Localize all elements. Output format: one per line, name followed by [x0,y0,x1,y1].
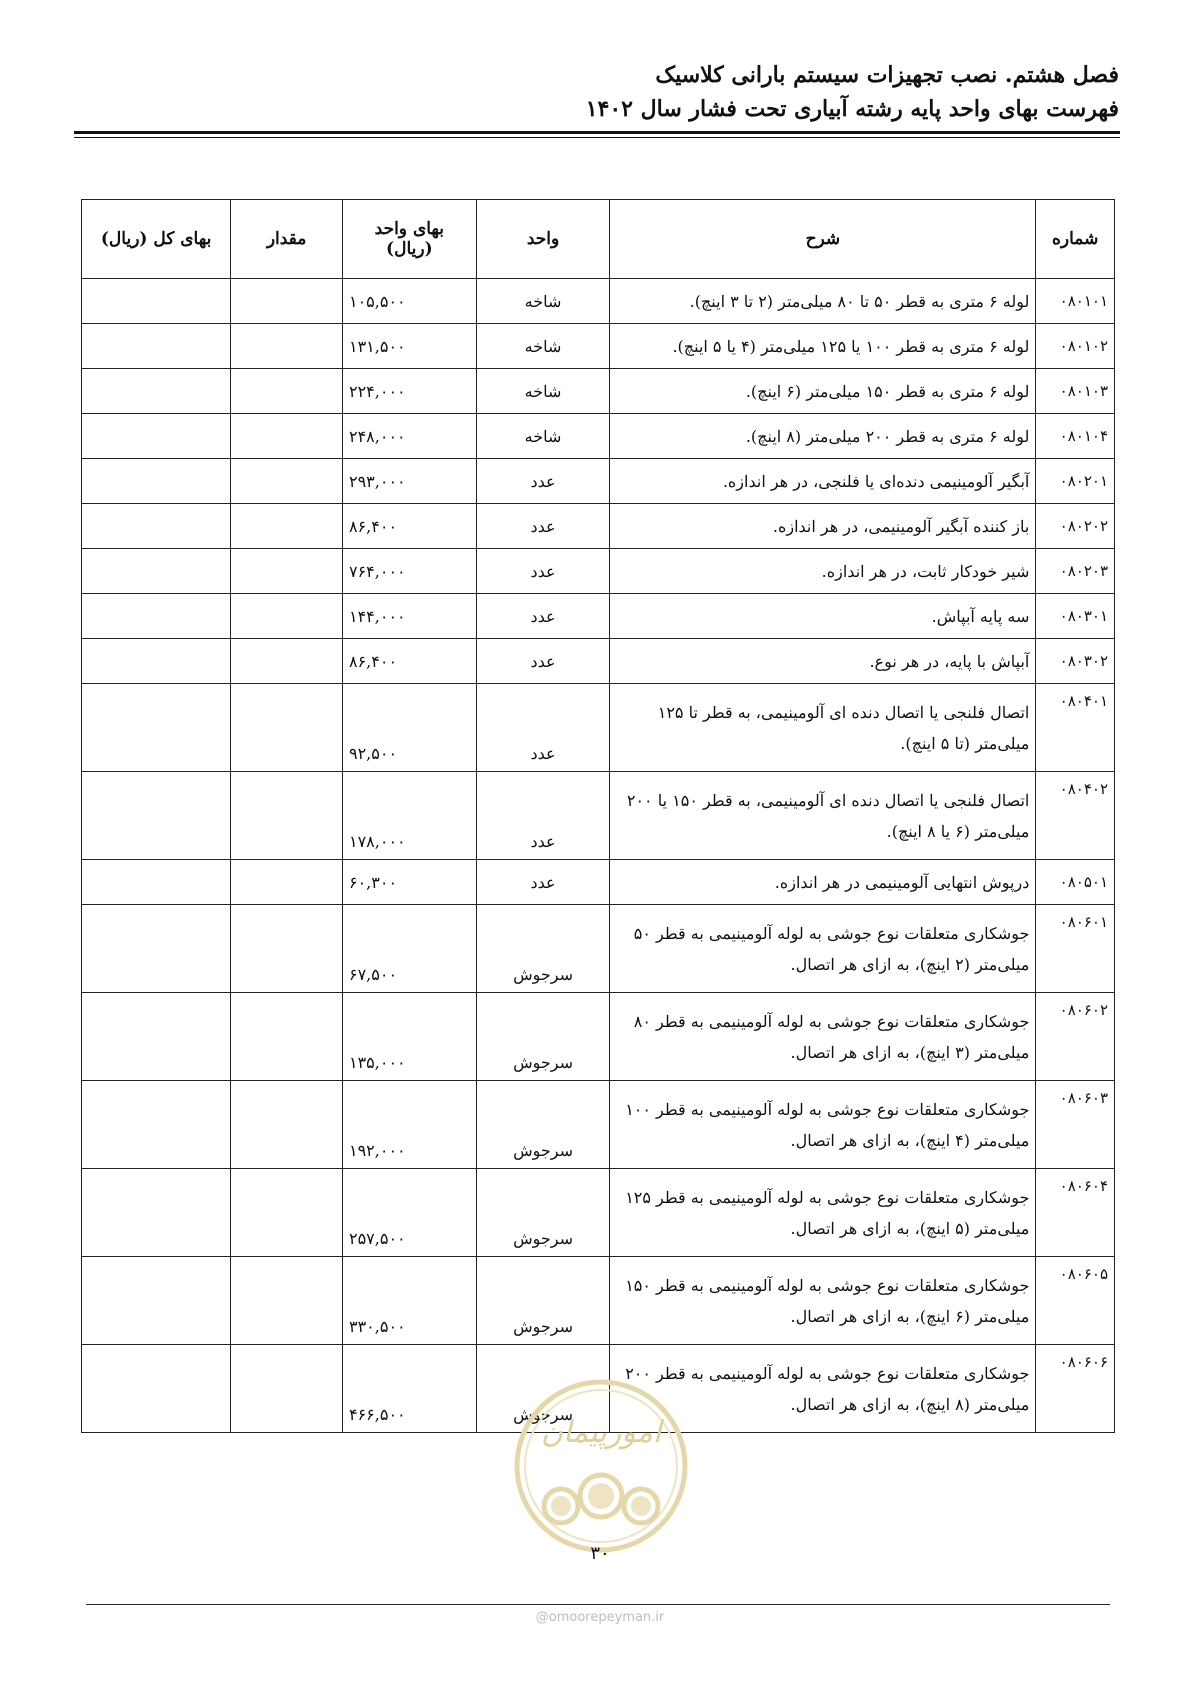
item-description: اتصال فلنجی یا اتصال دنده ای آلومینیمی، به قطر تا ۱۲۵ میلی‌متر (تا ۵ اینچ). [610,684,1036,772]
item-unit: عدد [476,549,610,594]
item-total-price [82,1257,231,1345]
item-code: ۰۸۰۱۰۴ [1036,414,1115,459]
item-quantity [231,1081,343,1169]
item-unit: شاخه [476,324,610,369]
item-code: ۰۸۰۱۰۲ [1036,324,1115,369]
item-unit: شاخه [476,369,610,414]
item-unit: عدد [476,594,610,639]
table-row [82,860,1115,905]
item-total-price [82,504,231,549]
item-quantity [231,324,343,369]
item-description: جوشکاری متعلقات نوع جوشی به لوله آلومینیمی به قطر ۱۲۵ میلی‌متر (۵ اینچ)، به ازای هر اتصال. [610,1169,1036,1257]
item-total-price [82,905,231,993]
header-unit-price-label: بهای واحد [374,219,444,239]
item-description: آبگیر آلومینیمی دنده‌ای یا فلنجی، در هر اندازه. [610,459,1036,504]
item-code: ۰۸۰۴۰۲ [1036,772,1115,860]
item-total-price [82,459,231,504]
table-row [82,905,1115,993]
table-row [82,594,1115,639]
table-row [82,369,1115,414]
item-total-price [82,684,231,772]
table-row [82,993,1115,1081]
item-total-price [82,414,231,459]
item-unit: عدد [476,459,610,504]
item-unit: شاخه [476,279,610,324]
table-row [82,684,1115,772]
item-unit: سرجوش [476,1169,610,1257]
item-unit-price: ۲۴۸,۰۰۰ [342,414,476,459]
item-total-price [82,993,231,1081]
item-unit-price: ۲۹۳,۰۰۰ [342,459,476,504]
item-total-price [82,1169,231,1257]
item-description: سه پایه آبپاش. [610,594,1036,639]
table-row [82,504,1115,549]
item-unit-price: ۶۷,۵۰۰ [342,905,476,993]
item-quantity [231,993,343,1081]
item-total-price [82,1345,231,1433]
table-header-row [82,200,1115,279]
document-title: فهرست بهای واحد پایه رشته آبیاری تحت فشار سال ۱۴۰۲ [585,96,1119,122]
item-quantity [231,549,343,594]
item-code: ۰۸۰۶۰۶ [1036,1345,1115,1433]
item-code: ۰۸۰۶۰۱ [1036,905,1115,993]
item-total-price [82,1081,231,1169]
item-description: اتصال فلنجی یا اتصال دنده ای آلومینیمی، به قطر ۱۵۰ یا ۲۰۰ میلی‌متر (۶ یا ۸ اینچ). [610,772,1036,860]
item-total-price [82,279,231,324]
item-description: درپوش انتهایی آلومینیمی در هر اندازه. [610,860,1036,905]
item-description: جوشکاری متعلقات نوع جوشی به لوله آلومینیمی به قطر ۲۰۰ میلی‌متر (۸ اینچ)، به ازای هر اتصال. [610,1345,1036,1433]
item-unit: عدد [476,860,610,905]
item-code: ۰۸۰۴۰۱ [1036,684,1115,772]
page-header [69,58,1119,126]
item-quantity [231,1345,343,1433]
item-code: ۰۸۰۶۰۴ [1036,1169,1115,1257]
item-quantity [231,860,343,905]
item-description: جوشکاری متعلقات نوع جوشی به لوله آلومینیمی به قطر ۸۰ میلی‌متر (۳ اینچ)، به ازای هر اتصال. [610,993,1036,1081]
item-unit: سرجوش [476,905,610,993]
item-unit: سرجوش [476,1081,610,1169]
omoorepeyman-seal-watermark [511,1376,691,1556]
item-quantity [231,594,343,639]
table-row [82,459,1115,504]
item-unit: عدد [476,772,610,860]
item-description: لوله ۶ متری به قطر ۱۰۰ یا ۱۲۵ میلی‌متر (۴ یا ۵ اینچ). [610,324,1036,369]
item-total-price [82,639,231,684]
footer-rule [86,1604,1110,1605]
table-row [82,279,1115,324]
item-unit-price: ۷۶۴,۰۰۰ [342,549,476,594]
header-quantity: مقدار [231,200,343,279]
item-description: لوله ۶ متری به قطر ۲۰۰ میلی‌متر (۸ اینچ). [610,414,1036,459]
price-table [81,199,1115,1433]
item-code: ۰۸۰۶۰۳ [1036,1081,1115,1169]
item-unit-price: ۱۰۵,۵۰۰ [342,279,476,324]
table-row [82,414,1115,459]
item-code: ۰۸۰۲۰۳ [1036,549,1115,594]
chapter-title: فصل هشتم. نصب تجهیزات سیستم بارانی کلاسیک [655,62,1119,88]
item-unit-price: ۴۶۶,۵۰۰ [342,1345,476,1433]
item-unit: سرجوش [476,1257,610,1345]
item-unit: عدد [476,504,610,549]
item-code: ۰۸۰۲۰۲ [1036,504,1115,549]
item-quantity [231,504,343,549]
item-quantity [231,1257,343,1345]
table-row [82,324,1115,369]
seal-text: امورپیمان [540,1415,662,1450]
item-quantity [231,1169,343,1257]
table-row [82,1169,1115,1257]
header-rule-thin [74,137,1120,138]
table-body [82,279,1115,1433]
header-description: شرح [610,200,1036,279]
item-quantity [231,684,343,772]
page-number: ۳۰ [590,1543,610,1564]
item-code: ۰۸۰۶۰۵ [1036,1257,1115,1345]
item-unit-price: ۱۴۴,۰۰۰ [342,594,476,639]
table-row [82,549,1115,594]
item-quantity [231,459,343,504]
item-quantity [231,639,343,684]
website-watermark: @omoorepeyman.ir [535,1610,665,1625]
header-unit: واحد [476,200,610,279]
item-unit-price: ۸۶,۴۰۰ [342,504,476,549]
item-quantity [231,279,343,324]
item-description: لوله ۶ متری به قطر ۵۰ تا ۸۰ میلی‌متر (۲ تا ۳ اینچ). [610,279,1036,324]
item-code: ۰۸۰۶۰۲ [1036,993,1115,1081]
table-row [82,1081,1115,1169]
item-unit-price: ۹۲,۵۰۰ [342,684,476,772]
item-code: ۰۸۰۲۰۱ [1036,459,1115,504]
item-unit-price: ۲۵۷,۵۰۰ [342,1169,476,1257]
item-unit-price: ۸۶,۴۰۰ [342,639,476,684]
item-description: لوله ۶ متری به قطر ۱۵۰ میلی‌متر (۶ اینچ). [610,369,1036,414]
item-code: ۰۸۰۱۰۳ [1036,369,1115,414]
item-unit: عدد [476,639,610,684]
header-unit-price [342,200,476,279]
item-unit-price: ۶۰,۳۰۰ [342,860,476,905]
item-total-price [82,860,231,905]
item-unit: سرجوش [476,1345,610,1433]
item-unit: سرجوش [476,993,610,1081]
item-total-price [82,369,231,414]
header-rule-thick [74,131,1120,134]
item-description: جوشکاری متعلقات نوع جوشی به لوله آلومینیمی به قطر ۱۵۰ میلی‌متر (۶ اینچ)، به ازای هر اتصال. [610,1257,1036,1345]
item-total-price [82,772,231,860]
header-code: شماره [1036,200,1115,279]
item-unit-price: ۱۹۲,۰۰۰ [342,1081,476,1169]
item-total-price [82,594,231,639]
item-unit: عدد [476,684,610,772]
item-unit-price: ۲۲۴,۰۰۰ [342,369,476,414]
item-code: ۰۸۰۱۰۱ [1036,279,1115,324]
header-unit-price-currency: (ریال) [386,239,433,259]
item-quantity [231,414,343,459]
item-quantity [231,369,343,414]
item-description: شیر خودکار ثابت، در هر اندازه. [610,549,1036,594]
item-description: آبپاش با پایه، در هر نوع. [610,639,1036,684]
table-row [82,772,1115,860]
item-quantity [231,772,343,860]
item-code: ۰۸۰۵۰۱ [1036,860,1115,905]
item-unit-price: ۳۳۰,۵۰۰ [342,1257,476,1345]
item-quantity [231,905,343,993]
table-row [82,1257,1115,1345]
item-unit: شاخه [476,414,610,459]
item-description: باز کننده آبگیر آلومینیمی، در هر اندازه. [610,504,1036,549]
item-description: جوشکاری متعلقات نوع جوشی به لوله آلومینیمی به قطر ۵۰ میلی‌متر (۲ اینچ)، به ازای هر اتصال. [610,905,1036,993]
table-row [82,639,1115,684]
item-total-price [82,324,231,369]
item-description: جوشکاری متعلقات نوع جوشی به لوله آلومینیمی به قطر ۱۰۰ میلی‌متر (۴ اینچ)، به ازای هر اتصال. [610,1081,1036,1169]
item-code: ۰۸۰۳۰۲ [1036,639,1115,684]
item-total-price [82,549,231,594]
item-unit-price: ۱۳۱,۵۰۰ [342,324,476,369]
header-total-price: بهای کل (ریال) [82,200,231,279]
item-code: ۰۸۰۳۰۱ [1036,594,1115,639]
item-unit-price: ۱۳۵,۰۰۰ [342,993,476,1081]
item-unit-price: ۱۷۸,۰۰۰ [342,772,476,860]
